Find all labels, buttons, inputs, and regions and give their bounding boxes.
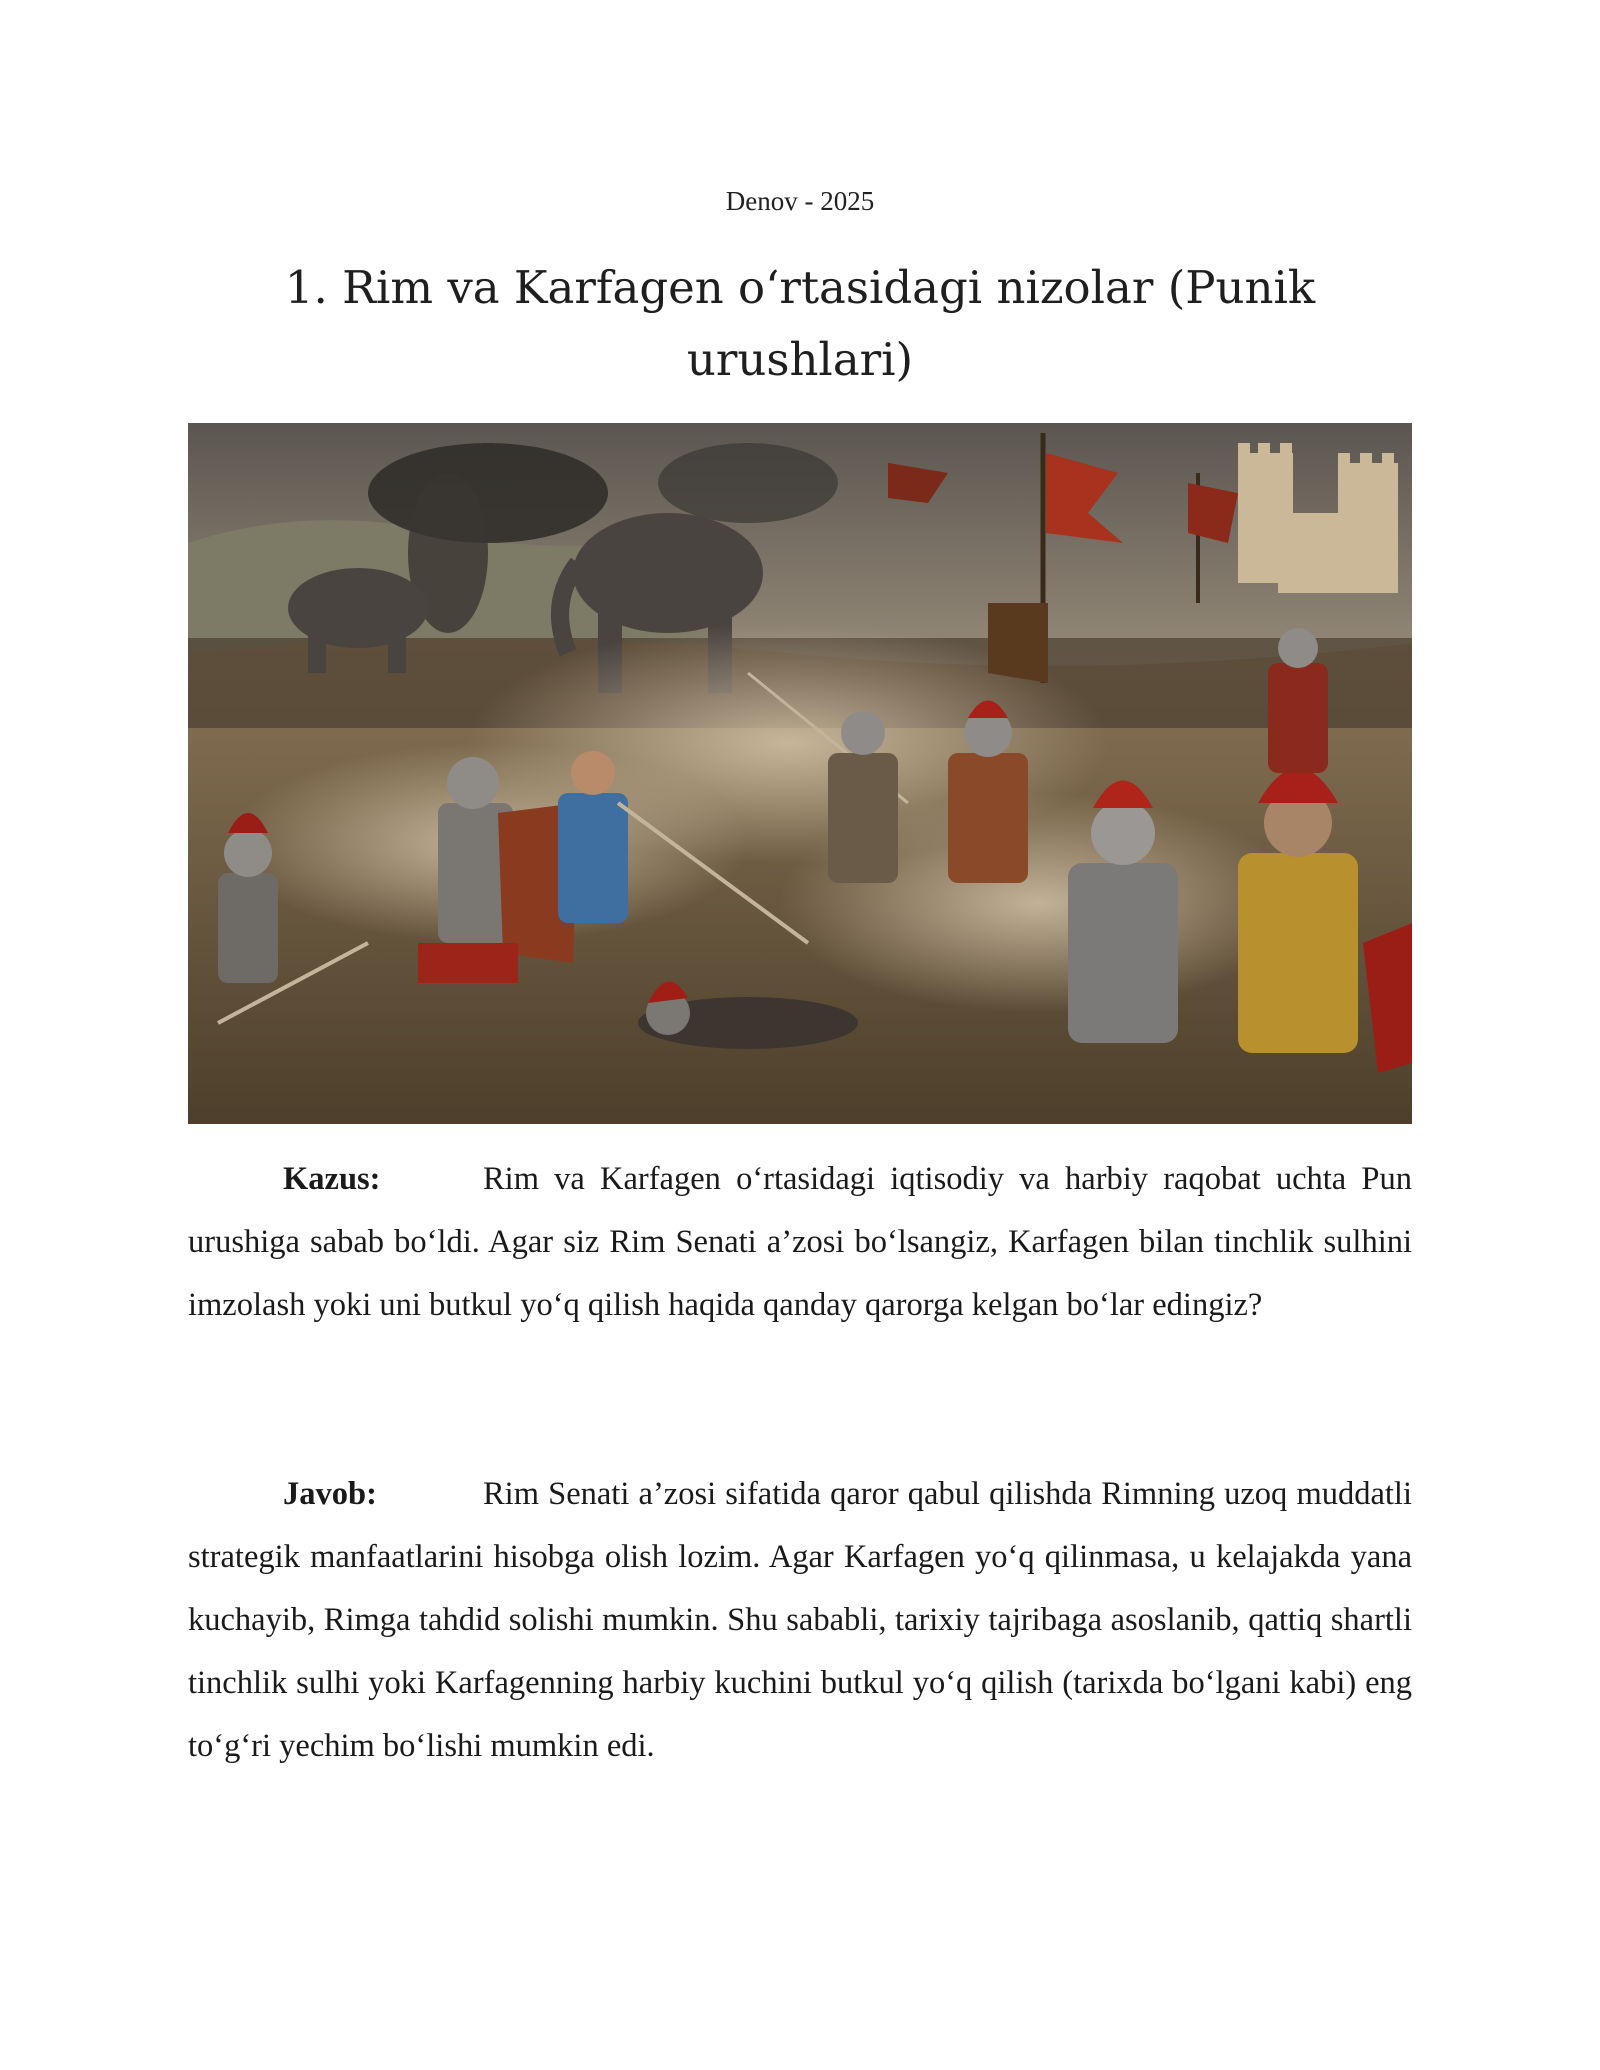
title-line-2: urushlari): [686, 333, 914, 386]
javob-label: Javob:: [283, 1476, 377, 1512]
document-title: [190, 252, 1410, 396]
kazus-label: Kazus:: [283, 1161, 381, 1197]
javob-text: Rim Senati a’zosi sifatida qaror qabul qilishda Rimning uzoq muddatli strategik manfaatlarini hisobga olish lozim. Agar Karfagen yoʻq qilinmasa, u kelajakda yana kuchayib, Rimga tahdid solishi mumkin. Shu sababli, tarixiy tajribaga asoslanib, qattiq shartli tinchlik sulhi yoki Karfagenning harbiy kuchini butkul yoʻq qilish (tarixda boʻlgani kabi) eng toʻgʻri yechim boʻlishi mumkin edi.: [188, 1476, 1412, 1764]
page-header: Denov - 2025: [725, 186, 875, 216]
battle-illustration: [188, 423, 1412, 1124]
kazus-text: Rim va Karfagen oʻrtasidagi iqtisodiy va harbiy raqobat uchta Pun urushiga sabab boʻldi. Agar siz Rim Senati a’zosi boʻlsangiz, Karfagen bilan tinchlik sulhini imzolash yoki uni butkul yoʻq qilish haqida qanday qarorga kelgan boʻlar edingiz?: [188, 1161, 1412, 1323]
javob-paragraph: [188, 1463, 1412, 1778]
kazus-paragraph: [188, 1148, 1412, 1337]
battle-illustration-drawing: [188, 423, 1412, 1124]
title-line-1: 1. Rim va Karfagen oʻrtasidagi nizolar (Punik: [284, 261, 1316, 314]
